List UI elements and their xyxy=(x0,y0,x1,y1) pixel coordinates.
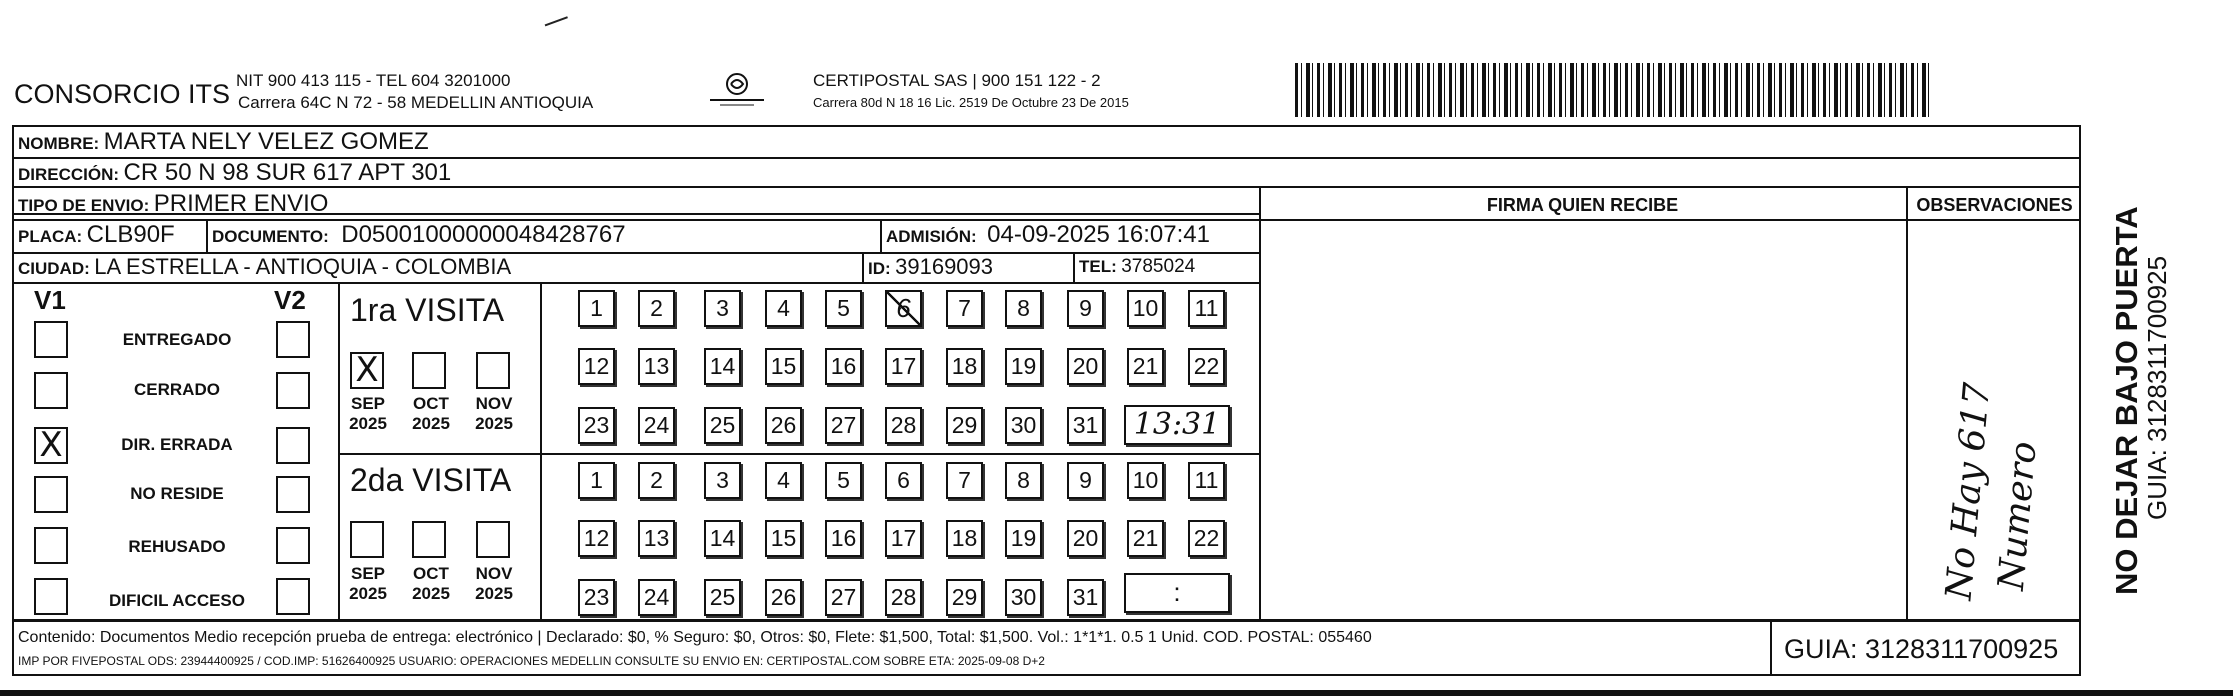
ciudad-label: CIUDAD: xyxy=(18,259,90,278)
visit-1-day-25[interactable]: 25 xyxy=(704,407,741,444)
visit-2-time: : xyxy=(1173,577,1181,607)
visit-2-sep-year: 2025 xyxy=(349,584,387,603)
visit-2-day-6[interactable]: 6 xyxy=(885,462,922,499)
visit-2-day-11[interactable]: 11 xyxy=(1188,462,1225,499)
tel-row xyxy=(1079,256,1195,278)
visit-1-day-27[interactable]: 27 xyxy=(825,407,862,444)
documento-label: DOCUMENTO: xyxy=(212,227,329,246)
visit-1-oct-label xyxy=(403,394,459,434)
side-warning: NO DEJAR BAJO PUERTA xyxy=(2109,206,2144,595)
v2-label: V2 xyxy=(274,285,306,315)
visit-2-day-7[interactable]: 7 xyxy=(946,462,983,499)
id-row xyxy=(868,254,993,280)
visit-divider xyxy=(338,453,1259,455)
visit-1-day-22[interactable]: 22 xyxy=(1188,348,1225,385)
status-rehusado: REHUSADO xyxy=(128,537,226,556)
admision-row xyxy=(886,221,1210,249)
top-mark xyxy=(545,16,572,35)
visit-2-day-18[interactable]: 18 xyxy=(946,520,983,557)
visit-2-nov-mon: NOV xyxy=(475,564,513,583)
v1-checkbox-entregado[interactable] xyxy=(34,321,68,358)
visit-2-nov-label xyxy=(466,564,522,604)
tel-label: TEL: xyxy=(1079,257,1117,276)
visit-2-day-4[interactable]: 4 xyxy=(765,462,802,499)
visit-2-sep-label xyxy=(340,564,396,604)
visit-2-oct-mon: OCT xyxy=(413,564,449,583)
visit-2-day-3[interactable]: 3 xyxy=(704,462,741,499)
visit-1-day-26[interactable]: 26 xyxy=(765,407,802,444)
col-firma-left xyxy=(1259,186,1261,620)
col-tel xyxy=(1073,252,1075,282)
status-dificil-acceso: DIFICIL ACCESO xyxy=(108,591,245,610)
visit-2-day-12[interactable]: 12 xyxy=(578,520,615,557)
v2-checkbox-dificil-acceso[interactable] xyxy=(276,578,310,615)
visit-2-day-25[interactable]: 25 xyxy=(704,579,741,616)
col-obs-left xyxy=(1906,186,1908,620)
v1-checkbox-rehusado[interactable] xyxy=(34,527,68,564)
visit-2-day-15[interactable]: 15 xyxy=(765,520,802,557)
visit-1-day-8[interactable]: 8 xyxy=(1005,290,1042,327)
tipo-value: PRIMER ENVIO xyxy=(153,190,329,217)
visit-1-day-24[interactable]: 24 xyxy=(638,407,675,444)
side-guia: GUIA: 3128311700925 xyxy=(2142,255,2172,520)
visit-2-time-box[interactable] xyxy=(1124,573,1230,613)
visit-1-day-13[interactable]: 13 xyxy=(638,348,675,385)
visit-1-sep-checkbox[interactable]: X xyxy=(350,352,384,389)
documento-row xyxy=(212,221,626,249)
visit-2-oct-label xyxy=(403,564,459,604)
visit-1-day-12[interactable]: 12 xyxy=(578,348,615,385)
visit-1-sep-label xyxy=(340,394,396,434)
v1-label: V1 xyxy=(34,285,66,315)
visit-1-day-3[interactable]: 3 xyxy=(704,290,741,327)
visit-1-day-18[interactable]: 18 xyxy=(946,348,983,385)
direccion-value: CR 50 N 98 SUR 617 APT 301 xyxy=(123,159,452,186)
visit-1-day-2[interactable]: 2 xyxy=(638,290,675,327)
ciudad-value: LA ESTRELLA - ANTIOQUIA - COLOMBIA xyxy=(94,254,512,279)
v1-checkbox-no-reside[interactable] xyxy=(34,476,68,513)
visit-1-day-29[interactable]: 29 xyxy=(946,407,983,444)
bottom-rule xyxy=(0,690,2233,696)
visit-2-day-8[interactable]: 8 xyxy=(1005,462,1042,499)
visit-2-day-20[interactable]: 20 xyxy=(1067,520,1104,557)
status-cerrado: CERRADO xyxy=(134,380,220,399)
visit-1-day-5[interactable]: 5 xyxy=(825,290,862,327)
visit-2-title: 2da VISITA xyxy=(350,462,512,498)
visit-1-day-4[interactable]: 4 xyxy=(765,290,802,327)
col-placa xyxy=(206,219,208,252)
obs-handwritten-2: Numero xyxy=(1990,439,2045,592)
visit-1-oct-mon: OCT xyxy=(413,394,449,413)
visit-2-oct-year: 2025 xyxy=(412,584,450,603)
visit-1-oct-checkbox[interactable] xyxy=(412,352,446,389)
certipostal-logo-icon xyxy=(706,70,768,110)
visit-1-day-15[interactable]: 15 xyxy=(765,348,802,385)
v1-checkbox-cerrado[interactable] xyxy=(34,372,68,409)
visit-1-day-30[interactable]: 30 xyxy=(1005,407,1042,444)
company-name: CONSORCIO ITS xyxy=(14,79,231,109)
ciudad-row xyxy=(18,254,511,280)
direccion-row xyxy=(18,159,451,187)
visit-1-nov-label xyxy=(466,394,522,434)
company-address: Carrera 64C N 72 - 58 MEDELLIN ANTIOQUIA xyxy=(238,93,594,112)
barcode xyxy=(1295,63,1930,117)
direccion-label: DIRECCIÓN: xyxy=(18,165,120,184)
status-dir-errada: DIR. ERRADA xyxy=(121,435,233,454)
carrier-address: Carrera 80d N 18 16 Lic. 2519 De Octubre 23 De 2015 xyxy=(813,95,1129,110)
visit-2-day-28[interactable]: 28 xyxy=(885,579,922,616)
visit-1-day-21[interactable]: 21 xyxy=(1127,348,1164,385)
visit-2-day-13[interactable]: 13 xyxy=(638,520,675,557)
status-no-reside: NO RESIDE xyxy=(130,484,224,503)
visit-2-day-21[interactable]: 21 xyxy=(1127,520,1164,557)
obs-header: OBSERVACIONES xyxy=(1916,195,2073,215)
visit-1-nov-checkbox[interactable] xyxy=(476,352,510,389)
admision-value: 04-09-2025 16:07:41 xyxy=(987,221,1210,248)
visit-2-day-19[interactable]: 19 xyxy=(1005,520,1042,557)
visit-1-day-16[interactable]: 16 xyxy=(825,348,862,385)
obs-handwritten-1: No Hay 617 xyxy=(1938,381,1999,602)
visit-2-sep-mon: SEP xyxy=(350,564,386,583)
row-divider-c xyxy=(12,282,1259,284)
id-label: ID: xyxy=(868,259,891,278)
visit-2-day-23[interactable]: 23 xyxy=(578,579,615,616)
v2-checkbox-dir-errada[interactable] xyxy=(276,427,310,464)
visit-1-day-19[interactable]: 19 xyxy=(1005,348,1042,385)
id-value: 39169093 xyxy=(895,254,994,279)
visit-1-sep-year: 2025 xyxy=(349,414,387,433)
visit-2-day-2[interactable]: 2 xyxy=(638,462,675,499)
visit-1-day-1[interactable]: 1 xyxy=(578,290,615,327)
v1-checkbox-dificil-acceso[interactable] xyxy=(34,578,68,615)
nombre-row xyxy=(18,128,429,156)
visit-2-day-14[interactable]: 14 xyxy=(704,520,741,557)
visit-2-day-10[interactable]: 10 xyxy=(1127,462,1164,499)
visit-1-day-28[interactable]: 28 xyxy=(885,407,922,444)
firma-header: FIRMA QUIEN RECIBE xyxy=(1486,195,1679,215)
visit-1-day-7[interactable]: 7 xyxy=(946,290,983,327)
visit-2-day-29[interactable]: 29 xyxy=(946,579,983,616)
v2-checkbox-entregado[interactable] xyxy=(276,321,310,358)
visit-2-day-31[interactable]: 31 xyxy=(1067,579,1104,616)
tipo-label: TIPO DE ENVIO: xyxy=(18,196,150,215)
v2-checkbox-no-reside[interactable] xyxy=(276,476,310,513)
visit-1-time: 13:31 xyxy=(1133,407,1221,442)
visit-1-day-20[interactable]: 20 xyxy=(1067,348,1104,385)
visit-1-day-10[interactable]: 10 xyxy=(1127,290,1164,327)
visit-2-day-30[interactable]: 30 xyxy=(1005,579,1042,616)
v2-checkbox-cerrado[interactable] xyxy=(276,372,310,409)
footer-frame xyxy=(12,619,2081,676)
v2-checkbox-rehusado[interactable] xyxy=(276,527,310,564)
nombre-value: MARTA NELY VELEZ GOMEZ xyxy=(103,128,429,155)
col-admision xyxy=(880,219,882,252)
visit-1-day-31[interactable]: 31 xyxy=(1067,407,1104,444)
visit-1-day-11[interactable]: 11 xyxy=(1188,290,1225,327)
footer-impresion: IMP POR FIVEPOSTAL ODS: 23944400925 / COD.IMP: 51626400925 USUARIO: OPERACIONES MEDELLIN CONSULTE SU ENVIO EN: CERTIPOSTAL.COM SOBRE ETA: 2025-09-08 D+2 xyxy=(18,654,1045,668)
visit-2-day-22[interactable]: 22 xyxy=(1188,520,1225,557)
visit-2-oct-checkbox[interactable] xyxy=(412,521,446,558)
visit-2-day-1[interactable]: 1 xyxy=(578,462,615,499)
col-id xyxy=(862,252,864,282)
visit-2-day-26[interactable]: 26 xyxy=(765,579,802,616)
placa-value: CLB90F xyxy=(86,221,175,248)
col-days xyxy=(540,282,542,619)
placa-label: PLACA: xyxy=(18,227,83,246)
visit-1-day-14[interactable]: 14 xyxy=(704,348,741,385)
visit-2-nov-year: 2025 xyxy=(475,584,513,603)
tel-value: 3785024 xyxy=(1121,256,1196,277)
visit-1-day-23[interactable]: 23 xyxy=(578,407,615,444)
admision-label: ADMISIÓN: xyxy=(886,227,977,246)
nombre-label: NOMBRE: xyxy=(18,134,100,153)
visit-2-day-5[interactable]: 5 xyxy=(825,462,862,499)
visit-1-sep-mon: SEP xyxy=(350,394,386,413)
visit-1-day-6[interactable]: 6 xyxy=(885,290,922,327)
status-entregado: ENTREGADO xyxy=(122,330,232,349)
carrier-name: CERTIPOSTAL SAS | 900 151 122 - 2 xyxy=(813,71,1101,90)
visit-2-day-9[interactable]: 9 xyxy=(1067,462,1104,499)
visit-1-oct-year: 2025 xyxy=(412,414,450,433)
visit-2-day-24[interactable]: 24 xyxy=(638,579,675,616)
visit-2-day-27[interactable]: 27 xyxy=(825,579,862,616)
visit-2-sep-checkbox[interactable] xyxy=(350,521,384,558)
visit-1-day-9[interactable]: 9 xyxy=(1067,290,1104,327)
company-nit: NIT 900 413 115 - TEL 604 3201000 xyxy=(236,71,511,90)
visit-1-nov-year: 2025 xyxy=(475,414,513,433)
documento-value: D05001000000048428767 xyxy=(341,221,626,248)
v1-checkbox-dir-errada[interactable]: X xyxy=(34,427,68,464)
visit-2-day-16[interactable]: 16 xyxy=(825,520,862,557)
visit-1-time-box[interactable] xyxy=(1124,405,1230,445)
visit-1-day-17[interactable]: 17 xyxy=(885,348,922,385)
footer-contenido: Contenido: Documentos Medio recepción prueba de entrega: electrónico | Declarado: $0, % Seguro: $0, Otros: $0, Flete: $1,500, Total: $1,500. Vol.: 1*1*1. 0.5 1 Unid. COD. POSTAL: 055460 xyxy=(18,629,1372,646)
visit-2-nov-checkbox[interactable] xyxy=(476,521,510,558)
visit-2-day-17[interactable]: 17 xyxy=(885,520,922,557)
visit-1-title: 1ra VISITA xyxy=(350,292,505,328)
tipo-row xyxy=(18,190,328,218)
placa-row xyxy=(18,221,175,249)
footer-guia: GUIA: 3128311700925 xyxy=(1784,634,2059,664)
visit-1-nov-mon: NOV xyxy=(475,394,513,413)
